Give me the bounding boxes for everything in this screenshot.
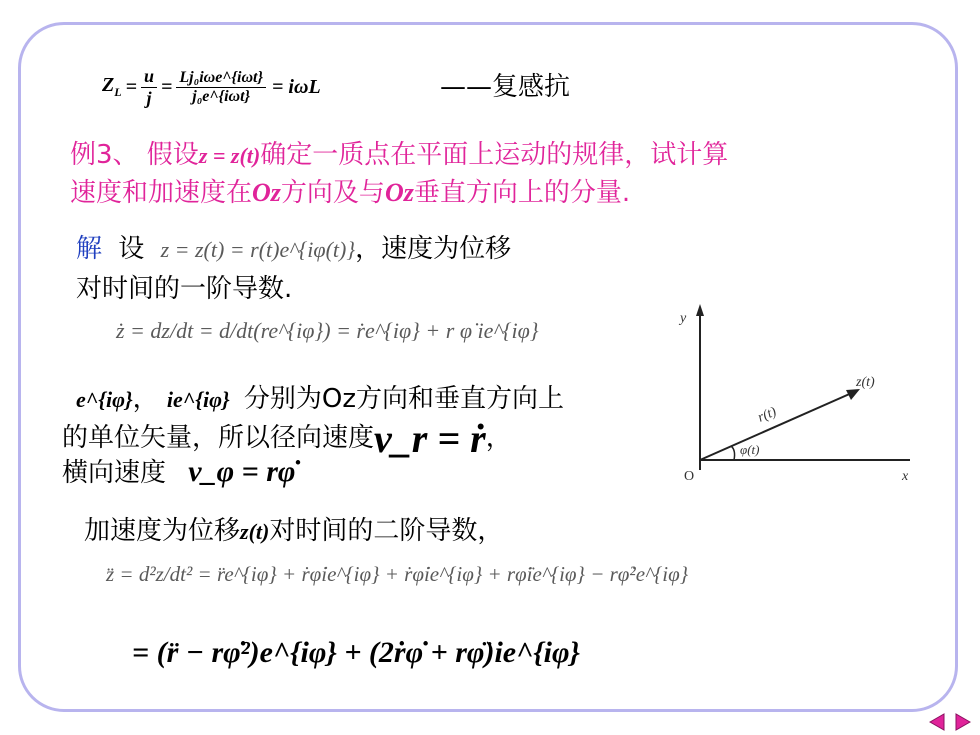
radius-label: r(t) bbox=[755, 404, 779, 426]
radial-velocity-line: 的单位矢量，所以径向速度v_r = ṙ， bbox=[62, 416, 512, 461]
y-axis-label: y bbox=[680, 311, 687, 326]
unit-vectors-line: e^{iφ}， ie^{iφ} 分别为Oz方向和垂直方向上 bbox=[76, 384, 564, 414]
fraction-main: $\frac{\text{Lj₀iωe\textasciicircum{}\{iωt\}}}{\text{j₀e\textasciicircum{}\{iωt\}}}$ bbox=[176, 69, 266, 106]
solution-line-2: 对时间的一阶导数. bbox=[76, 274, 293, 304]
acceleration-intro: 加速度为位移z(t)对时间的二阶导数， bbox=[84, 516, 504, 546]
prev-slide-button[interactable] bbox=[928, 712, 948, 732]
point-label: z(t) bbox=[856, 375, 875, 390]
transverse-velocity-line: 横向速度 v_φ = rφ̇ bbox=[62, 455, 296, 488]
y-axis-arrow bbox=[696, 304, 704, 316]
acceleration-equation: z̈ = d²z/dt² = r̈e^{iφ} + ṙφ̇ie^{iφ} + ṙφ̇ie^{iφ} + rφ̈ie^{iφ} − rφ̇²e^{iφ} bbox=[106, 562, 689, 586]
triangle-right-icon bbox=[956, 714, 970, 730]
example-line-2: 速度和加速度在Oz方向及与Oz垂直方向上的分量. bbox=[70, 178, 631, 208]
solution-line-1: 解 设 z = z(t) = r(t)e^{iφ(t)}，速度为位移 bbox=[76, 234, 512, 264]
next-slide-button[interactable] bbox=[952, 712, 972, 732]
impedance-formula: $Z_L$ = $\frac{u}{j}$ = $\frac{\text{Lj₀iωe\textasciicircum{}\{iωt\}}}{\text{j₀e\textasciicircum{}\{iωt\}}}$ = iωL bbox=[102, 65, 321, 108]
velocity-derivative-equation: ż = dz/dt = d/dt(re^{iφ}) = ṙe^{iφ} + r φ̇ ie^{iφ} bbox=[116, 318, 539, 343]
fraction-u-over-j: $\frac{u}{j}$ bbox=[141, 66, 157, 109]
x-axis-label: x bbox=[902, 469, 909, 484]
angle-label: φ(t) bbox=[740, 442, 760, 457]
impedance-lhs: $Z_L$ bbox=[102, 74, 122, 99]
position-vector bbox=[700, 392, 854, 460]
example-line-1: 例3、 假设z = z(t)确定一质点在平面上运动的规律，试计算 bbox=[70, 140, 729, 170]
polar-diagram bbox=[670, 300, 930, 490]
solution-label: 解 bbox=[76, 234, 103, 264]
angle-arc bbox=[731, 446, 735, 460]
origin-label: O bbox=[684, 469, 695, 484]
triangle-left-icon bbox=[930, 714, 944, 730]
inductive-reactance-label: ——复感抗 bbox=[440, 72, 571, 102]
acceleration-final-equation: = (r̈ − rφ̇²)e^{iφ} + (2ṙφ̇ + rφ̈)ie^{iφ} bbox=[132, 636, 580, 669]
